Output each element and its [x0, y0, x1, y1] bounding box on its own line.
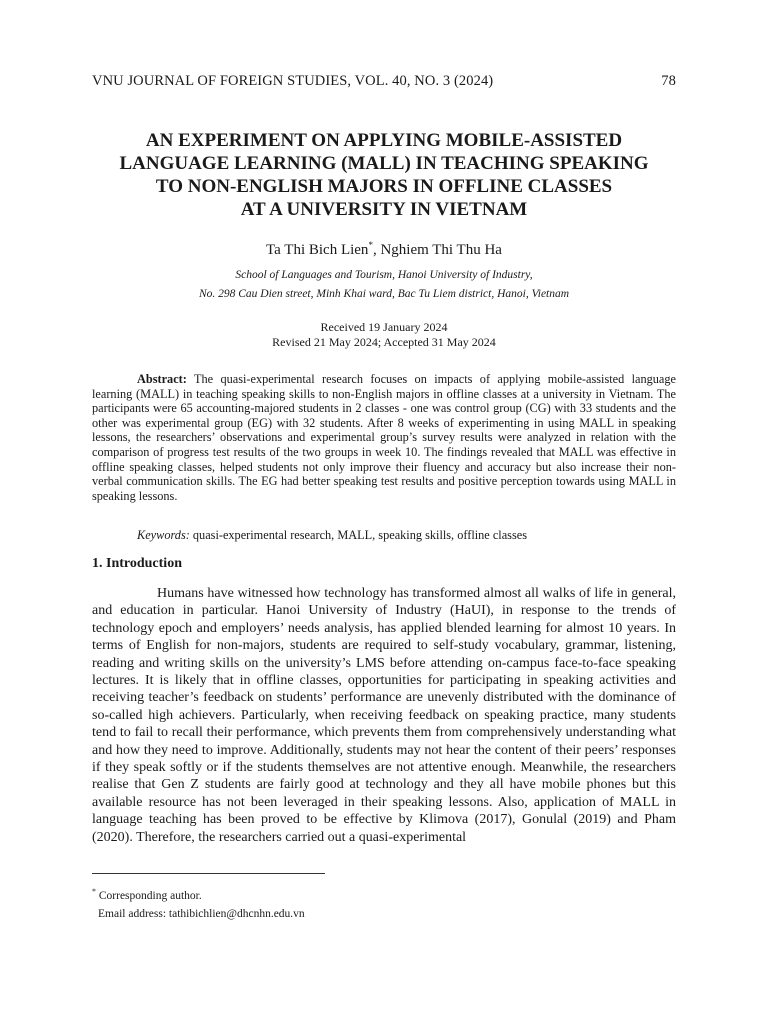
footnote-mark: *	[92, 887, 96, 896]
journal-name: VNU JOURNAL OF FOREIGN STUDIES, VOL. 40, NO. 3 (2024)	[92, 73, 494, 89]
title-line: LANGUAGE LEARNING (MALL) IN TEACHING SPEAKING	[119, 153, 649, 174]
keywords-label: Keywords:	[137, 528, 190, 542]
abstract-text: The quasi-experimental research focuses on impacts of applying mobile-assisted language learning (MALL) in teaching speaking skills to non-English majors in offline classes at a university in Vietnam. The participants were 65 accounting-majored students in 2 classes - one was control group (CG) with 33 students and the other was experimental group (EG) with 32 students. After 8 weeks of experimenting in using MALL in speaking lessons, the researchers’ observations and experimental group’s survey results were analyzed in relation with the comparison of progress test results of the two groups in week 10. The findings revealed that MALL was effective in offline speaking classes, helped students not only improve their fluency and accuracy but also increase their non-verbal communication skills. The EG had better speaking test results and positive perception towards using MALL in speaking lessons.	[92, 372, 676, 503]
first-author: Ta Thi Bich Lien	[266, 242, 369, 258]
affiliation-line: No. 298 Cau Dien street, Minh Khai ward, Bac Tu Liem district, Hanoi, Vietnam	[198, 288, 570, 300]
paper-title	[60, 129, 708, 221]
author-list	[0, 240, 768, 259]
corresponding-author-text: Corresponding author.	[96, 889, 202, 902]
affiliation	[0, 266, 768, 304]
footnote-divider	[92, 873, 325, 874]
introduction-paragraph: Humans have witnessed how technology has transformed almost all walks of life in general, and education in particular. Hanoi University of Industry (HaUI), in response to the trends of technology epoch and employers’ needs analysis, has applied blended learning for almost 10 years. In terms of English for non-majors, students are required to self-study vocabulary, grammar, listening, reading and writing skills on the university’s LMS before attending on-campus face-to-face speaking lectures. It is likely that in offline classes, opportunities for participating in speaking activities and receiving teacher’s feedback on students’ performance are unevenly distributed with the dominance of so-called high achievers. Particularly, when receiving feedback on speaking practice, many students tend to fail to recall their performance, which prevents them from comprehensively understanding what and how they need to improve. Additionally, students may not hear the content of their peers’ responses if they speak softly or if the students themselves are not attentive enough. Meanwhile, the researchers realise that Gen Z students are fairly good at technology and they all have mobile phones but this available resource has not been leveraged in their speaking lessons. Also, application of MALL in language teaching has been proved to be effective by Klimova (2017), Gonulal (2019) and Pham (2020). Therefore, the researchers carried out a quasi-experimental	[92, 586, 676, 845]
section-heading: 1. Introduction	[92, 556, 182, 571]
abstract	[92, 372, 676, 503]
title-line: TO NON-ENGLISH MAJORS IN OFFLINE CLASSES	[155, 176, 613, 197]
corresponding-author-note	[92, 883, 305, 905]
keywords-text: quasi-experimental research, MALL, speaking skills, offline classes	[189, 528, 527, 542]
email-address: Email address: tathibichlien@dhcnhn.edu.vn	[98, 907, 305, 920]
title-line: AN EXPERIMENT ON APPLYING MOBILE-ASSISTED	[145, 130, 623, 151]
running-header	[92, 73, 676, 90]
submission-dates	[0, 320, 768, 350]
affiliation-line: School of Languages and Tourism, Hanoi University of Industry,	[235, 269, 533, 281]
title-line: AT A UNIVERSITY IN VIETNAM	[240, 199, 528, 220]
other-authors: , Nghiem Thi Thu Ha	[372, 242, 502, 258]
received-date: Received 19 January 2024	[320, 320, 448, 334]
page-number: 78	[661, 73, 676, 89]
corresponding-mark: *	[368, 240, 373, 250]
revised-accepted-date: Revised 21 May 2024; Accepted 31 May 2024	[272, 335, 496, 349]
abstract-label: Abstract:	[137, 372, 187, 386]
footnotes	[92, 883, 305, 923]
keywords	[92, 528, 676, 543]
